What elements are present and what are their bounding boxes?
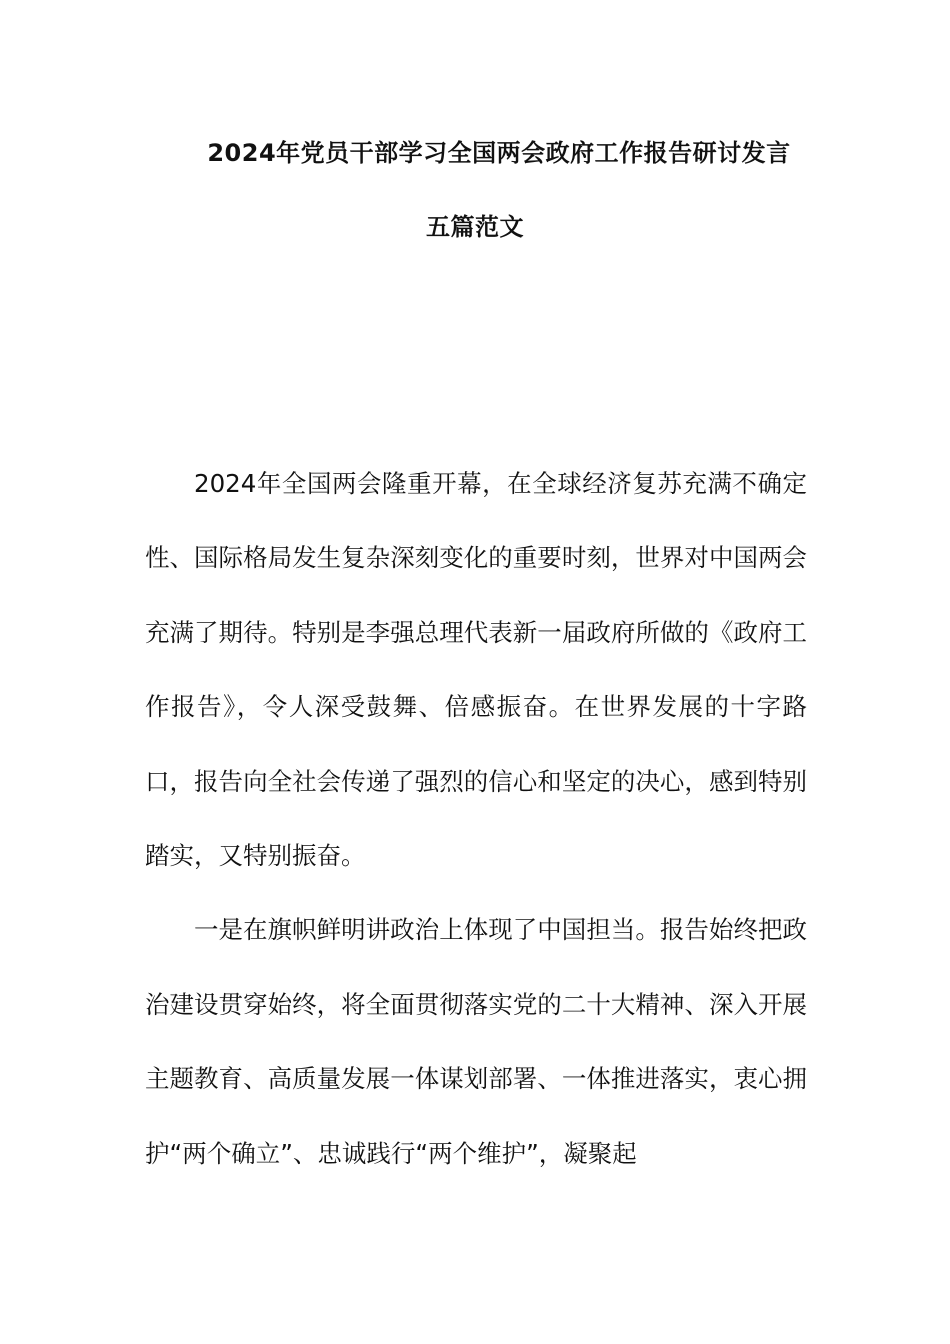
document-body (145, 447, 807, 1191)
paragraph-intro: 2024年全国两会隆重开幕，在全球经济复苏充满不确定性、国际格局发生复杂深刻变化的重要时刻，世界对中国两会充满了期待。特别是李强总理代表新一届政府所做的《政府工作报告》，令人深受鼓舞、倍感振奋。在世界发展的十字路口，报告向全社会传递了强烈的信心和坚定的决心，感到特别踏实，又特别振奋。 (145, 469, 807, 871)
paragraph-point-one: 一是在旗帜鲜明讲政治上体现了中国担当。报告始终把政治建设贯穿始终，将全面贯彻落实党的二十大精神、深入开展主题教育、高质量发展一体谋划部署、一体推进落实，衷心拥护“两个确立”、忠诚践行“两个维护”，凝聚起 (145, 915, 807, 1168)
document-title-line-1: 2024年党员干部学习全国两会政府工作报告研讨发言 (207, 139, 791, 167)
document-title-line-2: 五篇范文 (426, 213, 524, 241)
